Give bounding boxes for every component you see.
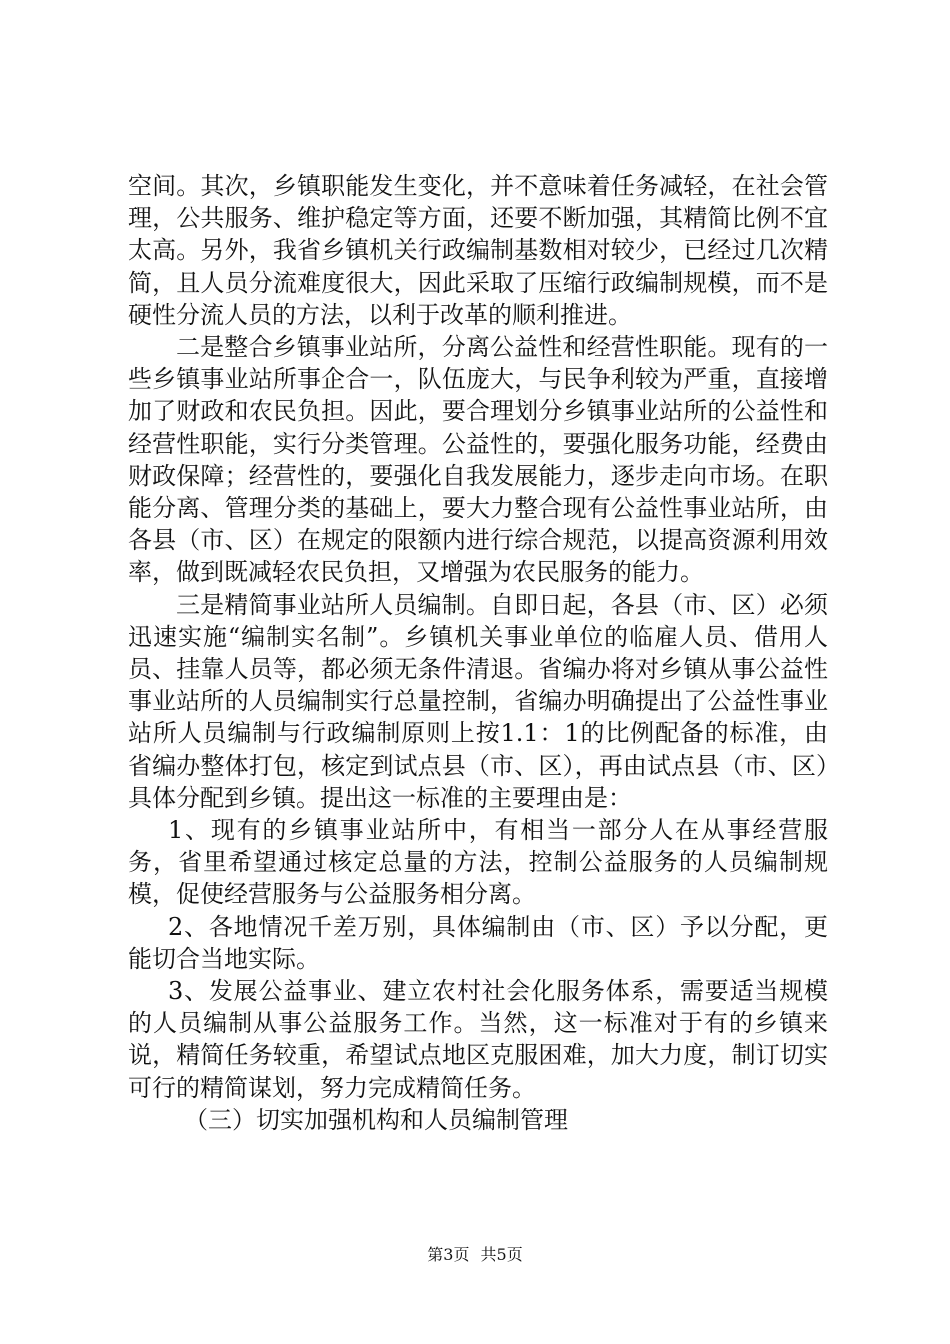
section-heading-three: （三）切实加强机构和人员编制管理	[184, 1105, 568, 1134]
paragraph-reason-2: 2、各地情况千差万别，具体编制由（市、区）予以分配，更能切合当地实际。	[128, 912, 828, 973]
document-body	[128, 170, 828, 1136]
page-total: 共5页	[480, 1245, 523, 1264]
paragraph-point-three: 三是精简事业站所人员编制。自即日起，各县（市、区）必须迅速实施“编制实名制”。乡镇机关事业单位的临雇人员、借用人员、挂靠人员等，都必须无条件清退。省编办将对乡镇从事公益性事业站所的人员编制实行总量控制，省编办明确提出了公益性事业站所人员编制与行政编制原则上按1.1：1的比例配备的标准，由省编办整体打包，核定到试点县（市、区），再由试点县（市、区）具体分配到乡镇。提出这一标准的主要理由是：	[128, 590, 828, 812]
page-footer	[0, 1244, 950, 1266]
paragraph-reason-3: 3、发展公益事业、建立农村社会化服务体系，需要适当规模的人员编制从事公益服务工作。当然，这一标准对于有的乡镇来说，精简任务较重，希望试点地区克服困难，加大力度，制订切实可行的精简谋划，努力完成精简任务。	[128, 977, 828, 1102]
page-number: 第3页	[427, 1245, 470, 1264]
paragraph-continuation: 空间。其次，乡镇职能发生变化，并不意味着任务减轻，在社会管理，公共服务、维护稳定等方面，还要不断加强，其精简比例不宜太高。另外，我省乡镇机关行政编制基数相对较少，已经过几次精简，且人员分流难度很大，因此采取了压缩行政编制规模，而不是硬性分流人员的方法，以利于改革的顺利推进。	[128, 172, 828, 329]
paragraph-reason-1: 1、现有的乡镇事业站所中，有相当一部分人在从事经营服务，省里希望通过核定总量的方法，控制公益服务的人员编制规模，促使经营服务与公益服务相分离。	[128, 816, 828, 909]
paragraph-point-two: 二是整合乡镇事业站所，分离公益性和经营性职能。现有的一些乡镇事业站所事企合一，队伍庞大，与民争利较为严重，直接增加了财政和农民负担。因此，要合理划分乡镇事业站所的公益性和经营性职能，实行分类管理。公益性的，要强化服务功能，经费由财政保障；经营性的，要强化自我发展能力，逐步走向市场。在职能分离、管理分类的基础上，要大力整合现有公益性事业站所，由各县（市、区）在规定的限额内进行综合规范，以提高资源利用效率，做到既减轻农民负担，又增强为农民服务的能力。	[128, 333, 828, 587]
